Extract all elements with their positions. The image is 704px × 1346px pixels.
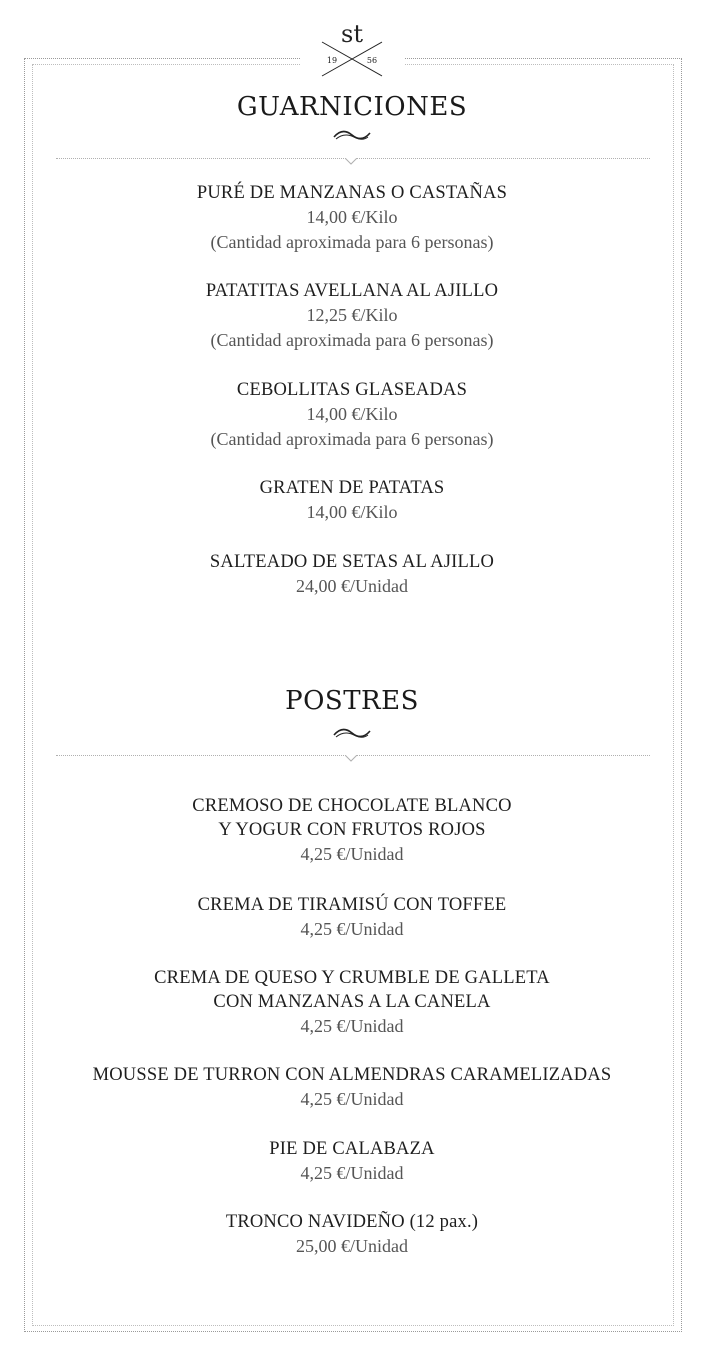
menu-item [0,550,704,599]
menu-item-price: 14,00 €/Kilo [306,207,398,227]
menu-item-note: (Cantidad aproximada para 6 personas) [210,330,494,350]
menu-item-price: 4,25 €/Unidad [300,919,404,939]
menu-item-price: 4,25 €/Unidad [300,1163,404,1183]
section-title-guarniciones: GUARNICIONES [236,92,468,122]
menu-item-price: 4,25 €/Unidad [300,844,404,864]
menu-item-name: CEBOLLITAS GLASEADAS [236,380,468,400]
menu-item-price: 14,00 €/Kilo [306,404,398,424]
menu-item [0,893,704,942]
menu-item-name: SALTEADO DE SETAS AL AJILLO [209,552,495,572]
menu-item-name: CREMA DE QUESO Y CRUMBLE DE GALLETA [154,968,550,988]
divider-notch-icon [345,755,357,763]
menu-item-note: (Cantidad aproximada para 6 personas) [210,232,494,252]
menu-item [0,279,704,353]
menu-item-name: Y YOGUR CON FRUTOS ROJOS [218,820,486,840]
menu-item-name: MOUSSE DE TURRON CON ALMENDRAS CARAMELIZADAS [92,1065,612,1085]
menu-item [0,1137,704,1186]
menu-item [0,794,704,867]
menu-item-name: TRONCO NAVIDEÑO (12 pax.) [225,1212,479,1232]
menu-item [0,378,704,452]
menu-item-note: (Cantidad aproximada para 6 personas) [210,429,494,449]
menu-item-name: CON MANZANAS A LA CANELA [213,992,491,1012]
menu-item-price: 4,25 €/Unidad [300,1089,404,1109]
menu-item-price: 25,00 €/Unidad [296,1236,408,1256]
logo-year-right: 56 [366,56,378,65]
menu-item-name: PURÉ DE MANZANAS O CASTAÑAS [196,183,508,203]
menu-item-name: GRATEN DE PATATAS [259,478,445,498]
logo-year-left: 19 [326,56,338,65]
brand-logo [300,14,404,78]
menu-item-price: 12,25 €/Kilo [306,305,398,325]
divider-notch-icon [345,158,357,166]
menu-item-price: 24,00 €/Unidad [296,576,408,596]
logo-monogram: st [341,20,363,48]
menu-item [0,181,704,255]
menu-item [0,476,704,525]
menu-item-price: 4,25 €/Unidad [300,1016,404,1036]
menu-item [0,1063,704,1112]
flourish-ornament-icon [332,128,372,142]
menu-item-name: PATATITAS AVELLANA AL AJILLO [205,281,499,301]
flourish-ornament-icon [332,726,372,740]
menu-item [0,1210,704,1259]
menu-item-price: 14,00 €/Kilo [306,502,398,522]
menu-item-name: PIE DE CALABAZA [269,1139,435,1159]
section-title-postres: POSTRES [285,686,419,716]
menu-item-name: CREMA DE TIRAMISÚ CON TOFFEE [197,895,507,915]
menu-item [0,966,704,1039]
menu-item-name: CREMOSO DE CHOCOLATE BLANCO [192,796,512,816]
